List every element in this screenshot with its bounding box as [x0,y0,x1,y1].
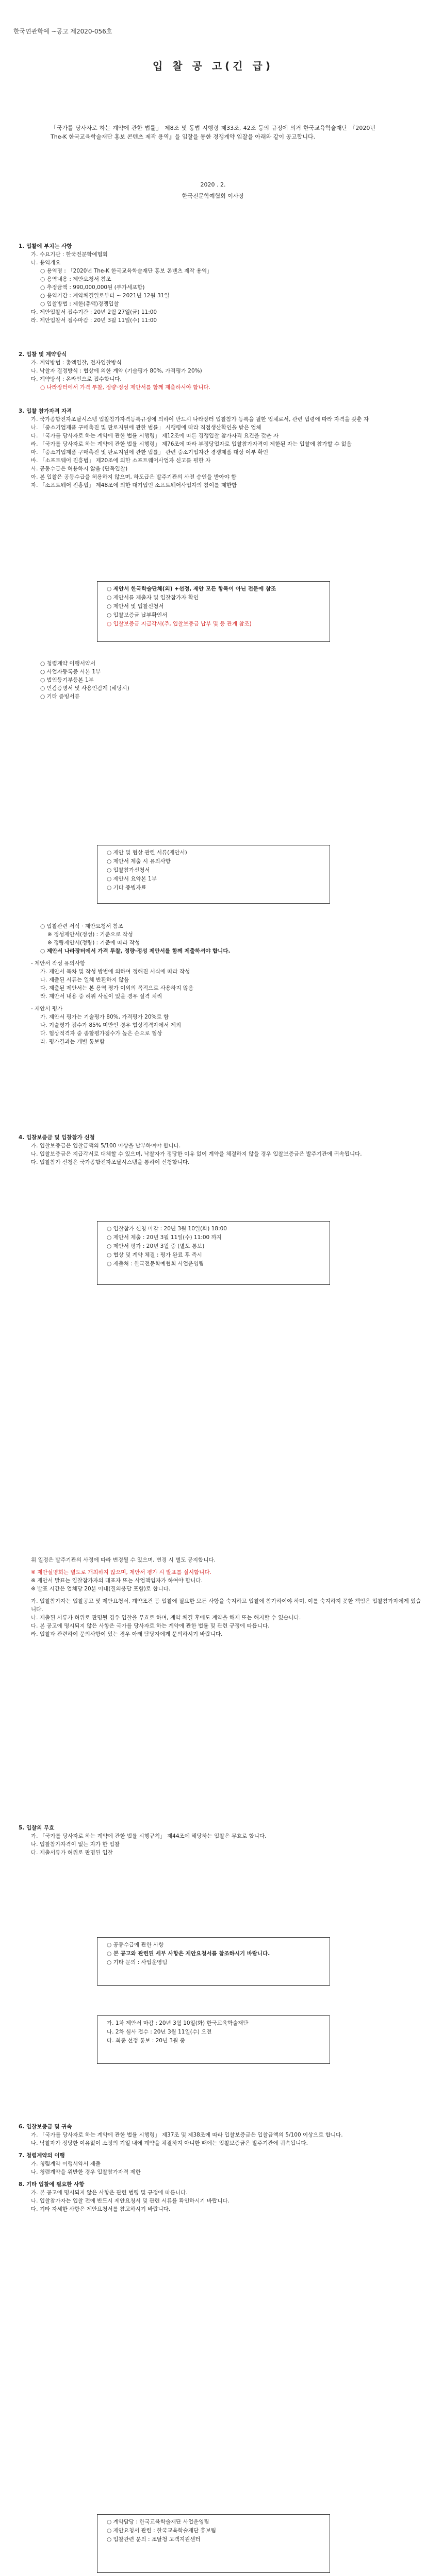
section-line: 나. 제출된 서류는 일체 반환하지 않음 [40,977,129,983]
section-line: 나. 입찰보증금은 지급각서로 대체할 수 있으며, 낙찰자가 정당한 이유 없이 계약을 체결하지 않을 경우 입찰보증금은 발주기관에 귀속됩니다. [31,1151,362,1157]
box-item: ○ 협상 및 계약 체결 : 평가 완료 후 즉시 [107,1252,202,1258]
section-invalid-bids [0,1824,426,1857]
section-line: 가. 「국가를 당사자로 하는 계약에 관한 법률 시행령」 제37조 및 제38조에 따라 입찰보증금은 입찰금액의 5/100 이상으로 합니다. [31,2132,343,2138]
section-line: 다. 제출된 제안서는 본 용역 평가 이외의 목적으로 사용하지 않음 [40,985,194,991]
section-bid-bond [0,1133,426,1166]
section-line: 가. 본 공고에 명시되지 않은 사항은 관련 법령 및 규정에 따릅니다. [31,2190,188,2196]
section-line: 다. 입찰참가 신청은 국가종합전자조달시스템을 통하여 신청합니다. [31,1159,190,1165]
box-item: ○ 계약담당 : 한국교육학술재단 사업운영팀 [107,2519,209,2525]
section-line: ○ 추정금액 : 990,000,000원 (부가세포함) [40,284,145,291]
section-bid-items [0,242,426,325]
section-line: 나. 입찰참가자는 입찰 전에 반드시 제안요청서 및 관련 서류를 확인하시기 바랍니다. [31,2198,230,2204]
box-item: ○ 공동수급에 관한 사항 [107,1942,164,1948]
box-item: 다. 최종 선정 통보 : 20년 3월 중 [107,2038,185,2044]
section-line: 라. 입찰과 관련하여 문의사항이 있는 경우 아래 담당자에게 문의하시기 바랍니다. [31,1631,223,1637]
section-line: 라. 평가결과는 개별 통보함 [40,1039,105,1045]
section-line: ※ 발표 시간은 업체당 20분 이내(질의응답 포함)로 합니다. [31,1586,171,1592]
section-line: 나. 낙찰자 결정방식 : 협상에 의한 계약 (기술평가 80%, 가격평가 20%) [31,368,202,374]
notice-signer: 한국전문학예협회 이사장 [182,193,244,199]
section-line: ○ 용역명 : 「2020년 The-K 한국교육학술재단 홍보 콘텐츠 제작 용역」 [40,268,212,274]
schedule-box [97,1221,330,1285]
section-heading: 5. 입찰의 무효 [19,1825,55,1831]
section-line: ○ 용역기간 : 계약체결일로부터 ~ 2021년 12월 31일 [40,293,170,299]
page-title: 입 찰 공 고(긴 급) [152,60,274,72]
section-line: 가. 청렴계약 이행서약서 제출 [31,2161,101,2167]
section-line: 다. 제안입찰서 접수기간 : 20년 2월 27일(금) 11:00 [31,309,157,315]
section-line: - 제안서 평가 [31,1006,63,1012]
section-line: 마. 「중소기업제품 구매촉진 및 판로지원에 관한 법률」 관련 중소기업자간 경쟁제품 대상 여부 확인 [31,449,268,455]
proposal-documents-box [97,845,330,904]
required-documents-box [97,581,330,642]
section-line: 라. 제안입찰서 접수마감 : 20년 3월 11일(수) 11:00 [31,317,157,324]
section-line: - 제안서 작성 유의사항 [31,960,86,967]
section-heading: 6. 입찰보증금 및 귀속 [19,2124,72,2130]
section-line: 다. 「국가를 당사자로 하는 계약에 관한 법률 시행령」 제12조에 따른 경쟁입찰 참가자격 요건을 갖춘 자 [31,433,279,439]
section-heading: 2. 입찰 및 계약방식 [19,351,67,358]
section-line: 라. 제안서 내용 중 허위 사실이 있을 경우 실격 처리 [40,993,162,999]
section-additional-docs [0,659,426,701]
section-bond-forfeit [0,2123,426,2213]
section-line: 다. 계약방식 : 온라인으로 접수합니다. [31,376,122,382]
box-item: ○ 제안서를 제출자 및 입찰참가자 확인 [107,595,199,601]
box-item: ○ 제안서 제출 : 20년 3월 11일(수) 11:00 까지 [107,1234,222,1241]
spacer [0,1564,426,1568]
section-notes [0,1556,426,1638]
section-line: ※ 정량제안서(정량) : 기준에 따라 작성 [47,940,140,946]
section-line: ○ 청렴계약 이행서약서 [40,660,96,667]
box-item: 가. 1차 제안서 마감 : 20년 3월 10일(화) 한국교육학술재단 [107,2020,249,2026]
box-item: ○ 제안서 평가 : 20년 3월 중 (별도 통보) [107,1243,205,1249]
section-line: ○ 용역내용 : 제안요청서 참조 [40,276,111,282]
section-line: ○ 사업자등록증 사본 1부 [40,669,101,675]
section-line: ○ 법인등기부등본 1부 [40,677,94,683]
section-line: ○ 입찰방법 : 제한(총액)경쟁입찰 [40,301,119,307]
section-line: 가. 국가종합전자조달시스템 입찰참가자격등록규정에 의하여 반드시 나라장터 입찰참가 등록을 필한 업체로서, 관련 법령에 따라 자격을 갖춘 자 [31,416,369,422]
section-line: 다. 제출서류가 허위로 판명된 입찰 [31,1850,113,1856]
section-heading: 1. 입찰에 부치는 사항 [19,243,72,249]
section-line: ○ 기타 증빙서류 [40,693,80,700]
section-line: ※ 제안서 발표는 입찰참가자의 대표자 또는 사업책임자가 하여야 합니다. [31,1578,203,1584]
spacer [0,1001,426,1005]
box-item: ○ 본 공고와 관련된 세부 사항은 제안요청서를 참조하시기 바랍니다. [107,1951,270,1957]
section-line-highlight: ○ 나라장터에서 가격 투찰, 정량·정성 제안서를 함께 제출하셔야 합니다. [40,384,210,391]
section-line: 가. 제안서 평가는 기술평가 80%, 가격평가 20%로 함 [40,1014,169,1020]
section-line: 사. 공동수급은 허용하지 않음 (단독입찰) [31,466,128,472]
section-qualification [0,407,426,489]
spacer [0,2176,426,2180]
section-heading: 8. 기타 입찰에 필요한 사항 [19,2181,85,2188]
section-proposal-guidelines [0,922,426,1046]
box-item: ○ 제안서 제출 시 유의사항 [107,858,171,865]
section-line: 아. 본 입찰은 공동수급을 허용하지 않으며, 하도급은 발주기관의 사전 승인을 받아야 함 [31,474,237,480]
section-line: 나. 입찰참가자격이 없는 자가 한 입찰 [31,1841,120,1848]
section-line: 라. 「국가를 당사자로 하는 계약에 관한 법률 시행령」 제76조에 따라 부정당업자로 입찰참가자격이 제한된 자는 입찰에 참가할 수 없음 [31,441,352,447]
spacer [0,2147,426,2151]
section-line: 다. 본 공고에 명시되지 않은 사항은 국가를 당사자로 하는 계약에 관한 법률 및 관련 규정에 따릅니다. [31,1623,270,1629]
section-line: ※ 정성제안서(정성) : 기준으로 작성 [47,931,133,938]
box-item: ○ 입찰참가신청서 [107,867,150,873]
box-item: ○ 입찰관련 문의 : 조달청 고객지원센터 [107,2536,201,2543]
box-item: ○ 제안요청서 관련 : 한국교육학술재단 홍보팀 [107,2528,216,2534]
section-line: 가. 제안서 목차 및 작성 방법에 의하여 정해진 서식에 따라 작성 [40,969,190,975]
section-heading: 3. 입찰 참가자격 자격 [19,408,72,414]
section-line: 가. 「국가를 당사자로 하는 계약에 관한 법률 시행규칙」 제44조에 해당하는 입찰은 무효로 합니다. [31,1833,267,1839]
section-line: 가. 입찰참가자는 입찰공고 및 제안요청서, 계약조건 등 입찰에 필요한 모든 사항을 숙지하고 입찰에 참가하여야 하며, 이를 숙지하지 못한 책임은 입찰참가자에게 있습니다. [31,1598,421,1613]
section-line: 가. 입찰보증금은 입찰금액의 5/100 이상을 납부하여야 합니다. [31,1143,181,1149]
section-heading: 7. 청렴계약의 이행 [19,2153,65,2159]
box-item: ○ 기타 문의 : 사업운영팀 [107,1959,168,1965]
section-line: 나. 「중소기업제품 구매촉진 및 판로지원에 관한 법률」 시행령에 따라 직접생산확인을 받은 업체 [31,425,261,431]
section-line: 자. 「소프트웨어 진흥법」 제48조에 의한 대기업인 소프트웨어사업자의 참여를 제한함 [31,482,237,488]
section-line: 나. 용역개요 [31,260,61,266]
contact-box [97,2514,330,2573]
box-item-highlight: ○ 입찰보증금 지급각서(주, 입찰보증금 납부 및 등 관계 참조) [107,621,252,627]
section-line: 나. 낙찰자가 정당한 이유없이 소정의 기일 내에 계약을 체결하지 아니한 때에는 입찰보증금은 발주기관에 귀속됩니다. [31,2140,308,2146]
box-item: ○ 입찰보증금 납부확인서 [107,612,168,618]
box-item: ○ 제안서 요약본 1부 [107,876,157,882]
section-line: ○ 제안서 나라장터에서 가격 투찰, 정량·정성 제안서를 함께 제출하셔야 합니다. [40,948,231,954]
section-line: 가. 계약방법 : 총액입찰, 전자입찰방식 [31,360,122,366]
section-line: 바. 「소프트웨어 진흥법」 제20조에 의한 소프트웨어사업자 신고를 필한 자 [31,457,211,464]
notice-date: 2020 . 2. [200,181,226,188]
box-item: 나. 2차 심사 접수 : 20년 3월 11일(수) 오전 [107,2029,212,2035]
document-number: 한국연관학예 ~공고 제2020-056호 [13,28,112,35]
box-item: ○ 입찰참가 신청 마감 : 20년 3월 10일(화) 18:00 [107,1226,227,1232]
section-line: ○ 인감증명서 및 사용인감계 (해당시) [40,685,129,691]
section-line: 가. 수요기관 : 한국전문학예협회 [31,251,108,258]
section-line: 나. 제출된 서류가 허위로 판명될 경우 입찰을 무효로 하며, 계약 체결 후에도 계약을 해제 또는 해지할 수 있습니다. [31,1615,301,1621]
section-line: 나. 기술평가 점수가 85% 미만인 경우 협상적격자에서 제외 [40,1022,182,1028]
section-heading: 4. 입찰보증금 및 입찰참가 신청 [19,1134,95,1141]
section-line: 나. 청렴계약을 위반한 경우 입찰참가자격 제한 [31,2169,141,2175]
box-item: ○ 제안서 및 입찰신청서 [107,603,164,609]
box-item: ○ 제안 및 협상 관련 서류(제안서) [107,850,187,856]
section-contract-method [0,350,426,392]
spacer [0,1593,426,1597]
section-line: 위 일정은 발주기관의 사정에 따라 변경될 수 있으며, 변경 시 별도 공지합니다. [31,1557,216,1563]
joint-bid-box [97,1937,330,1986]
intro-paragraph: 「국가를 당사자로 하는 계약에 관한 법률」 제8조 및 동법 시행령 제33조, 42조 등의 규정에 의거 한국교육학술재단 『2020년 The-K 한국교육학술재단 홍보 콘텐츠 제작 용역』을 입찰을 통한 경쟁계약 입찰을 아래와 같이 공고합니다. [51,125,375,140]
box-item: ○ 제출처 : 한국전문학예협회 사업운영팀 [107,1261,204,1267]
box-item: ○ 기타 증빙자료 [107,885,146,891]
section-line: 다. 기타 자세한 사항은 제안요청서를 참고하시기 바랍니다. [31,2206,171,2212]
box-item: ○ 제안서 한국학술단체(외) +선정, 제안 모든 항목이 아닌 전문에 참조 [107,586,276,592]
evaluation-schedule-box [97,2015,330,2064]
section-line: 다. 협상적격자 중 종합평가점수가 높은 순으로 협상 [40,1030,162,1037]
spacer [0,955,426,959]
section-line-highlight: ※ 제안설명회는 별도로 개최하지 않으며, 제안서 평가 시 발표를 실시합니다. [31,1569,211,1575]
section-line: ○ 입찰관련 서식 · 제안요청서 참조 [40,923,124,929]
